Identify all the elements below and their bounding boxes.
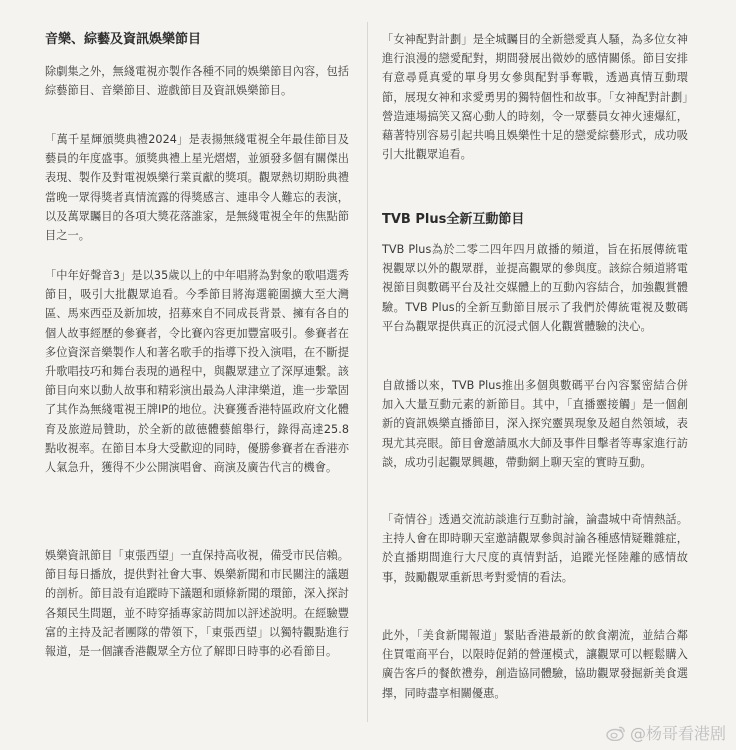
- paragraph-goddess-matching: 「女神配對計劃」是全城矚目的全新戀愛真人騷，為多位女神進行浪漫的戀愛配對，期間發展出微妙的感情關係。節目安排有意尋覓真愛的單身男女參與配對爭奪戰，透過真情互動環節，展現女神和求愛勇男的獨特個性和故事。「女神配對計劃」營造連場搞笑又窩心動人的時刻，令一眾藝員女神火速爆紅，藉著特別容易引起共鳴且娛樂性十足的戀愛綜藝形式，成功吸引大批觀眾追看。: [382, 33, 688, 162]
- paragraph-intro: 除劇集之外，無綫電視亦製作各種不同的娛樂節目內容，包括綜藝節目、音樂節目、遊戲節目及資訊娛樂節目。: [45, 65, 349, 98]
- paragraph-scoop: 娛樂資訊節目「東張西望」一直保持高收視，備受市民信賴。節目每日播放，提供對社會大事、娛樂新聞和市民關注的議題的剖析。節目設有追蹤時下議題和頭條新聞的環節，深入探討各類民生問題，並不時穿插專家訪問加以評述說明。在經驗豐富的主持及記者團隊的帶領下，「東張西望」以獨特觀點進行報道，是一個讓香港觀眾全方位了解即日時事的必看節目。: [45, 549, 349, 659]
- paragraph-tvb-plus-programs: 自啟播以來，TVB Plus推出多個與數碼平台內容緊密結合併加入大量互動元素的新節目。其中，「直播靈接觸」是一個創新的資訊娛樂直播節目，深入探究靈異現象及超自然領域，表現尤其亮眼。節目會邀請風水大師及事件目擊者等專家進行訪談，成功引起觀眾興趣，帶動網上聊天室的實時互動。: [382, 379, 688, 469]
- watermark: [606, 721, 726, 744]
- paragraph-tvb-awards: 「萬千星輝頒獎典禮2024」是表揚無綫電視全年最佳節目及藝員的年度盛事。頒獎典禮上星光熠熠，並頒發多個有關傑出表現、製作及對電視娛樂行業貢獻的獎項。觀眾熱切期盼典禮當晚一眾得獎者真情流露的得獎感言、連串令人難忘的表演，以及萬眾矚目的各項大獎花落誰家，是無綫電視全年的焦點節目之一。: [45, 133, 349, 243]
- paragraph-tvb-plus-intro: TVB Plus為於二零二四年四月啟播的頻道，旨在拓展傳統電視觀眾以外的觀眾群，並提高觀眾的參與度。該綜合頻道將電視節目與數碼平台及社交媒體上的互動內容結合，加強觀賞體驗。TVB Plus的全新互動節目展示了我們於傳統電視及數碼平台為觀眾提供真正的沉浸式個人化觀賞體驗的決心。: [382, 243, 688, 333]
- paragraph-romance-valley: 「奇情谷」透過交流訪談進行互動討論，論盡城中奇情熱話。主持人會在即時聊天室邀請觀眾參與討論各種感情疑難雜症，於直播期間進行大尺度的真情對話，追蹤光怪陸離的感情故事，鼓勵觀眾重新思考對愛情的看法。: [382, 513, 688, 584]
- paragraph-midlife-sing: 「中年好聲音3」是以35歲以上的中年唱將為對象的歌唱選秀節目，吸引大批觀眾追看。今季節目將海選範圍擴大至大灣區、馬來西亞及新加坡，招募來自不同成長背景、擁有各自的個人故事經歷的參賽者，令比賽內容更加豐富吸引。參賽者在多位資深音樂製作人和著名歌手的指導下投入演唱，在不斷提升歌唱技巧和舞台表現的過程中，與觀眾建立了深厚連繫。該節目向來以動人故事和精彩演出最為人津津樂道，進一步鞏固了其作為無綫電視王牌IP的地位。決賽獲香港特區政府文化體育及旅遊局贊助，於全新的啟德體藝館舉行，錄得高達25.8點收視率。在節目本身大受歡迎的同時，優勝參賽者在香港亦人氣急升，獲得不少公開演唱會、商演及廣告代言的機會。: [45, 269, 349, 475]
- section-heading-tvb-plus: TVB Plus全新互動節目: [382, 212, 525, 227]
- section-heading-entertainment: 音樂、綜藝及資訊娛樂節目: [45, 32, 202, 47]
- paragraph-food-news: 此外，「美食新聞報道」緊貼香港最新的飲食潮流，並結合鄰住買電商平台，以限時促銷的營運模式，讓觀眾可以輕鬆購入廣告客戶的餐飲禮券，創造協同體驗，協助觀眾發掘新美食選擇，同時盡享相關優惠。: [382, 629, 688, 700]
- watermark-text: @杨哥看港剧: [629, 724, 726, 743]
- weibo-icon: [606, 725, 626, 741]
- column-divider: [367, 22, 368, 722]
